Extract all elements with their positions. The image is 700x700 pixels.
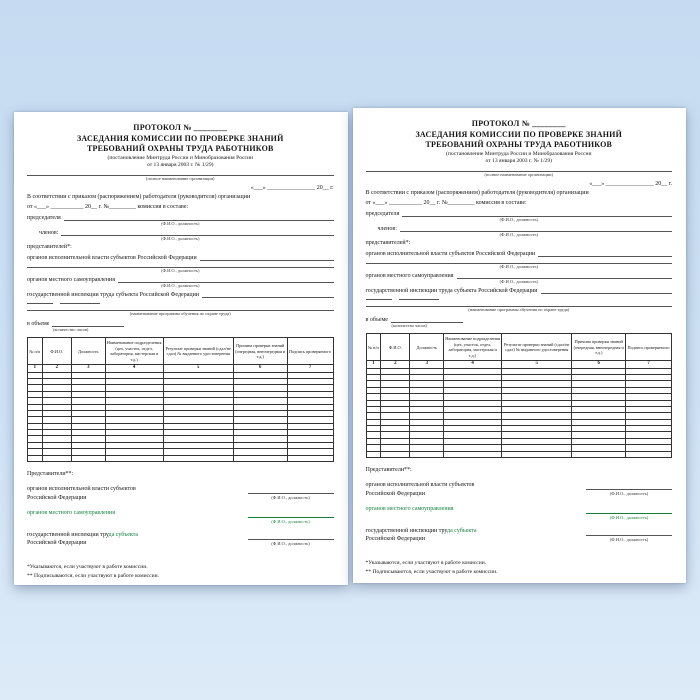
rep-inspection-blank-line: [202, 291, 334, 298]
fio-caption: (Ф.И.О., должность): [499, 279, 538, 285]
table-header-fio: Ф.И.О.: [42, 338, 71, 365]
program-name-caption: (наименование программы обучения по охране труда): [129, 311, 231, 317]
members-label: членов:: [377, 225, 397, 232]
footnotes: [27, 563, 334, 580]
short-blank-lines: [27, 303, 334, 304]
fio-caption: (Ф.И.О., должность): [161, 283, 200, 289]
volume-row: [366, 316, 673, 323]
form-page: [353, 108, 687, 583]
volume-label: в объеме: [365, 316, 388, 323]
rep-executive-label: органов исполнительной власти субъектов Российской Федерации: [27, 255, 197, 262]
signature-row-local: [27, 509, 334, 525]
rep-local-blank-line: [457, 272, 672, 279]
signature-row-executive: [27, 485, 334, 501]
members-blank-line: [400, 225, 672, 232]
volume-caption: (количество часов): [53, 326, 89, 332]
title-line-3: ТРЕБОВАНИЙ ОХРАНЫ ТРУДА РАБОТНИКОВ: [86, 144, 274, 154]
chairman-label: председателя: [27, 214, 61, 221]
table-column-numbers-row: 1 2 3 4 5 6 7: [28, 365, 334, 372]
knowledge-check-table: [27, 337, 334, 462]
footnote-1: *Указываются, если участвуют в работе комиссии.: [27, 564, 148, 571]
date-blank: «___» ________________ 20__ г.: [589, 180, 672, 187]
subtitle-line-1: (постановление Минтруда России и Минобразования России: [107, 154, 254, 161]
rep-executive-blank-line: [200, 254, 334, 261]
rep-executive-label: органов исполнительной власти субъектов Российской Федерации: [365, 251, 536, 258]
signature-blank-line: [586, 531, 672, 536]
sig-executive-line-2: Российской Федерации: [365, 490, 425, 497]
table-header-row: [28, 338, 334, 365]
volume-row: [27, 320, 334, 327]
short-blank-lines: [366, 299, 673, 300]
title-line-3: ТРЕБОВАНИЙ ОХРАНЫ ТРУДА РАБОТНИКОВ: [425, 140, 613, 150]
signature-row-local: [366, 505, 673, 521]
page-title: [27, 123, 334, 169]
form-page: [14, 112, 348, 585]
signature-caption: (Ф.И.О., должность): [271, 518, 310, 524]
signature-blank-line: [586, 485, 672, 490]
rep-local-row: [27, 276, 334, 283]
organization-name-caption: (полное наименование организации): [484, 172, 553, 178]
sig-inspection-line-2: Российской Федерации: [365, 536, 425, 543]
members-label: членов:: [39, 229, 59, 236]
rep-inspection-label: государственной инспекции труда субъекта Российской Федерации: [365, 288, 538, 295]
footnote-2: ** Подписываются, если участвуют в работе комиссии.: [27, 572, 159, 579]
knowledge-check-table: [366, 333, 673, 458]
rep-inspection-label: государственной инспекции труда субъекта Российской Федерации: [27, 292, 199, 299]
protocol-number-line: ПРОТОКОЛ № ________: [471, 119, 566, 128]
signature-blank-line: [586, 509, 672, 514]
intro-line-1: В соответствии с приказом (распоряжением) работодателя (руководителя) организации: [27, 193, 251, 200]
fio-caption: (Ф.И.О., должность): [499, 264, 538, 270]
table-header-signature: Подпись проверяемого: [626, 334, 672, 361]
sig-inspection-line-2: Российской Федерации: [27, 540, 87, 547]
sig-executive-line-2: Российской Федерации: [27, 494, 87, 501]
chairman-label: председателя: [365, 210, 400, 217]
sig-inspection-line-1: государственной инспекции труда субъекта: [27, 532, 139, 539]
chairman-blank-line: [64, 214, 334, 221]
table-column-numbers-row: 1 2 3 4 5 6 7: [366, 361, 672, 368]
table-row: [28, 455, 334, 461]
title-line-2: ЗАСЕДАНИЯ КОМИССИИ ПО ПРОВЕРКЕ ЗНАНИЙ: [76, 133, 284, 143]
table-row: [366, 451, 672, 457]
table-header-department: Наименование подразделения (цех, участок, отдел, лаборатория, мастерская и т.д.): [105, 338, 163, 365]
table-header-fio: Ф.И.О.: [381, 334, 410, 361]
footnote-1: *Указываются, если участвуют в работе комиссии.: [365, 560, 487, 567]
chairman-row: [27, 214, 334, 221]
members-row: [366, 225, 673, 232]
title-line-2: ЗАСЕДАНИЯ КОМИССИИ ПО ПРОВЕРКЕ ЗНАНИЙ: [415, 129, 623, 139]
table-header-result: Результат проверки знаний (сдал/не сдал) № выданного удостоверения: [502, 334, 572, 361]
table-header-department: Наименование подразделения (цех, участок, отдел, лаборатория, мастерская и т.д.): [444, 334, 502, 361]
signature-row-inspection: [366, 527, 673, 543]
volume-blank-line: [391, 316, 463, 323]
table-header-reason: Причина проверки знаний (очередная, внеочередная и т.д.): [233, 338, 287, 365]
members-blank-line: [61, 229, 333, 236]
intro-line-1: В соответствии с приказом (распоряжением) работодателя (руководителя) организации: [365, 189, 589, 196]
volume-label: в объеме: [27, 320, 50, 327]
sig-executive-line-1: органов исполнительной власти субъектов: [27, 486, 136, 493]
fio-caption: (Ф.И.О., должность): [161, 268, 200, 274]
signature-caption: (Ф.И.О., должность): [609, 491, 649, 497]
subtitle-line-2: от 13 января 2003 г. № 1/29): [485, 157, 553, 164]
bottom-signatures: [366, 466, 673, 543]
table-header-position: Должность: [410, 334, 444, 361]
signature-row-inspection: [27, 531, 334, 547]
fio-caption: (Ф.И.О., должность): [499, 216, 538, 222]
rep-local-label: органов местного самоуправления: [27, 277, 116, 284]
program-name-caption: (наименование программы обучения по охране труда): [468, 307, 570, 313]
rep-executive-blank-line: [538, 250, 672, 257]
rep-inspection-row: [27, 291, 334, 298]
footnote-2: ** Подписываются, если участвуют в работе комиссии.: [365, 568, 498, 575]
representatives-label: представителей*:: [27, 244, 72, 251]
fio-caption: (Ф.И.О., должность): [161, 235, 200, 241]
subtitle-line-1: (постановление Минтруда России и Минобразования России: [445, 150, 592, 157]
sig-executive-line-1: органов исполнительной власти субъектов: [365, 482, 475, 489]
fio-caption: (Ф.И.О., должность): [161, 220, 200, 226]
table-header-num: № п/п: [28, 338, 43, 365]
signature-caption: (Ф.И.О., должность): [609, 514, 649, 520]
bottom-representatives-label: Представители**:: [27, 471, 74, 478]
table-header-row: [366, 334, 672, 361]
signature-caption: (Ф.И.О., должность): [271, 495, 310, 501]
signature-blank-line: [248, 535, 334, 540]
signature-row-executive: [366, 481, 673, 497]
fio-caption: (Ф.И.О., должность): [499, 231, 538, 237]
rep-executive-row: [27, 254, 334, 261]
chairman-blank-line: [402, 210, 672, 217]
sig-local-label: органов местного самоуправления: [27, 509, 116, 516]
intro-line-2: от «___» ___________ 20__ г. №_________ комиссия в составе:: [27, 204, 189, 211]
table-header-result: Результат проверки знаний (сдал/не сдал) № выданного удостоверения: [163, 338, 233, 365]
rep-inspection-blank-line: [541, 287, 673, 294]
members-row: [27, 229, 334, 236]
representatives-label: представителей*:: [365, 240, 411, 247]
protocol-number-line: ПРОТОКОЛ № ________: [133, 123, 228, 132]
bottom-representatives-label: Представители**:: [365, 467, 412, 474]
volume-caption: (количество часов): [391, 322, 427, 328]
bottom-signatures: [27, 470, 334, 547]
chairman-row: [366, 210, 673, 217]
table-header-num: № п/п: [366, 334, 381, 361]
rep-inspection-row: [366, 287, 673, 294]
rep-local-label: органов местного самоуправления: [365, 273, 454, 280]
rep-local-blank-line: [118, 276, 333, 283]
sig-inspection-line-1: государственной инспекции труда субъекта: [365, 528, 477, 535]
document-pages: [14, 112, 686, 585]
signature-caption: (Ф.И.О., должность): [271, 541, 310, 547]
signature-caption: (Ф.И.О., должность): [609, 537, 649, 543]
intro-line-2: от «___» ___________ 20__ г. №_________ комиссия в составе:: [365, 200, 527, 207]
sig-local-label: органов местного самоуправления: [365, 505, 454, 512]
rep-executive-row: [366, 250, 673, 257]
signature-blank-line: [248, 489, 334, 494]
rep-local-row: [366, 272, 673, 279]
volume-blank-line: [52, 320, 124, 327]
page-title: [366, 119, 673, 165]
date-blank: «___» ________________ 20__ г.: [250, 184, 334, 191]
table-header-position: Должность: [71, 338, 105, 365]
signature-blank-line: [248, 513, 334, 518]
organization-name-caption: (полное наименование организации): [146, 176, 215, 182]
table-header-reason: Причина проверки знаний (очередная, внеочередная и т.д.): [572, 334, 626, 361]
table-header-signature: Подпись проверяемого: [287, 338, 333, 365]
footnotes: [366, 559, 673, 576]
table-empty-rows: [28, 372, 334, 461]
subtitle-line-2: от 13 января 2003 г. № 1/29): [146, 161, 214, 168]
table-empty-rows: [366, 368, 672, 457]
